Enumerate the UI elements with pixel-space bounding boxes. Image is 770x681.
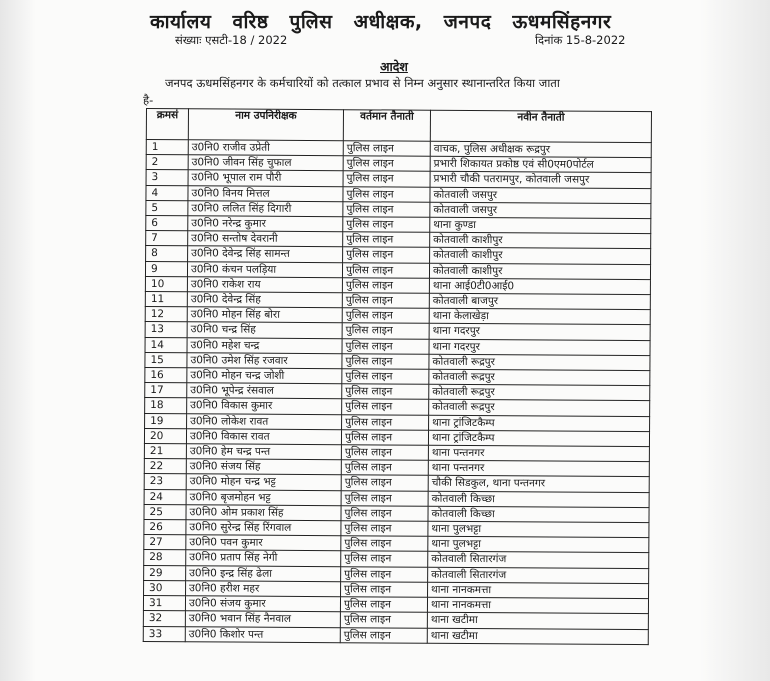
new-posting-cell: कोतवाली रूद्रपुर: [429, 354, 650, 371]
new-posting-cell: कोतवाली रूद्रपुर: [429, 369, 650, 386]
current-posting-cell: पुलिस लाइन: [343, 156, 430, 172]
serial-cell: 2: [146, 155, 188, 170]
serial-cell: 26: [144, 520, 186, 535]
new-posting-cell: थाना पुलभट्टा: [428, 537, 649, 554]
new-posting-cell: थाना पन्तनगर: [428, 445, 649, 462]
serial-cell: 23: [144, 474, 186, 489]
current-posting-cell: पुलिस लाइन: [341, 521, 428, 537]
new-posting-cell: प्रभारी चौकी पतरामपुर, कोतवाली जसपुर: [430, 172, 651, 189]
name-cell: उ0नि0 विकास कुमार: [187, 398, 342, 414]
current-posting-cell: पुलिस लाइन: [342, 354, 429, 370]
serial-cell: 29: [144, 565, 186, 580]
name-cell: उ0नि0 मोहन चन्द्र जोशी: [187, 368, 342, 384]
current-posting-cell: पुलिस लाइन: [342, 338, 429, 354]
current-posting-cell: पुलिस लाइन: [341, 445, 428, 461]
serial-cell: 1: [146, 140, 188, 155]
name-cell: उ0नि0 हेम चन्द्र पन्त: [186, 444, 341, 460]
current-posting-cell: पुलिस लाइन: [341, 566, 428, 582]
name-cell: उ0नि0 इन्द्र सिंह ढेला: [186, 565, 341, 581]
current-posting-cell: पुलिस लाइन: [341, 475, 428, 491]
name-cell: उ0नि0 हरीश महर: [186, 581, 341, 597]
serial-cell: 10: [145, 276, 187, 291]
column-header-new-posting: नवीन तैनाती: [430, 110, 651, 142]
column-header-name: नाम उपनिरीक्षक: [188, 109, 343, 141]
transfer-table: [143, 108, 652, 645]
name-cell: उ0नि0 भूपेन्द्र रंसवाल: [187, 383, 342, 399]
serial-cell: 6: [146, 216, 188, 231]
name-cell: उ0नि0 किशोर पन्त: [185, 626, 340, 642]
serial-cell: 22: [144, 459, 186, 474]
serial-cell: 25: [144, 504, 186, 519]
name-cell: उ0नि0 नरेन्द्र कुमार: [188, 216, 343, 232]
order-number: संख्याः एसटी-18 / 2022: [175, 33, 288, 47]
name-cell: उ0नि0 ललित सिंह दिगारी: [188, 201, 343, 217]
current-posting-cell: पुलिस लाइन: [340, 597, 427, 613]
serial-cell: 32: [143, 611, 185, 626]
current-posting-cell: पुलिस लाइन: [341, 551, 428, 567]
intro-text-line2: है-: [143, 93, 154, 107]
current-posting-cell: पुलिस लाइन: [342, 293, 429, 309]
current-posting-cell: पुलिस लाइन: [341, 536, 428, 552]
current-posting-cell: पुलिस लाइन: [343, 141, 430, 157]
table-row: [143, 626, 648, 644]
new-posting-cell: कोतवाली काशीपुर: [429, 263, 650, 280]
name-cell: उ0नि0 भवान सिंह नैनवाल: [185, 611, 340, 627]
serial-cell: 16: [145, 368, 187, 383]
new-posting-cell: थाना नानकमत्ता: [428, 582, 649, 599]
name-cell: उ0नि0 महेश चन्द्र: [187, 337, 342, 353]
current-posting-cell: पुलिस लाइन: [343, 186, 430, 202]
current-posting-cell: पुलिस लाइन: [341, 506, 428, 522]
serial-cell: 12: [145, 307, 187, 322]
serial-cell: 15: [145, 352, 187, 367]
transfer-table-body: [143, 140, 651, 645]
serial-cell: 14: [145, 337, 187, 352]
current-posting-cell: पुलिस लाइन: [340, 627, 427, 643]
office-title: कार्यालय वरिष्ठ पुलिस अधीक्षक, जनपद ऊधमसिंहनगर: [150, 11, 612, 33]
new-posting-cell: कोतवाली बाजपुर: [429, 293, 650, 310]
serial-cell: 13: [145, 322, 187, 337]
current-posting-cell: पुलिस लाइन: [343, 232, 430, 248]
current-posting-cell: पुलिस लाइन: [342, 414, 429, 430]
serial-cell: 8: [146, 246, 188, 261]
new-posting-cell: थाना आई0टी0आई0: [429, 278, 650, 295]
new-posting-cell: कोतवाली रूद्रपुर: [429, 384, 650, 401]
current-posting-cell: पुलिस लाइन: [343, 247, 430, 263]
serial-cell: 17: [145, 383, 187, 398]
column-header-serial: क्रमसं: [146, 109, 188, 140]
name-cell: उ0नि0 विनय मित्तल: [188, 185, 343, 201]
new-posting-cell: वाचक, पुलिस अधीक्षक रूद्रपुर: [430, 141, 651, 158]
new-posting-cell: थाना खटीमा: [427, 628, 648, 645]
name-cell: उ0नि0 मोहन चन्द्र भट्ट: [186, 474, 341, 490]
name-cell: उ0नि0 बृजमोहन भट्ट: [186, 489, 341, 505]
order-date: दिनांक 15-8-2022: [535, 33, 626, 47]
serial-cell: 19: [145, 413, 187, 428]
name-cell: उ0नि0 भूपाल राम पौरी: [188, 170, 343, 186]
new-posting-cell: कोतवाली काशीपुर: [430, 248, 651, 265]
current-posting-cell: पुलिस लाइन: [342, 384, 429, 400]
page-shadow-right: [700, 0, 770, 681]
serial-cell: 11: [145, 292, 187, 307]
name-cell: उ0नि0 उमेश सिंह रजवार: [187, 353, 342, 369]
serial-cell: 18: [145, 398, 187, 413]
new-posting-cell: थाना पुलभट्टा: [428, 521, 649, 538]
current-posting-cell: पुलिस लाइन: [341, 490, 428, 506]
current-posting-cell: पुलिस लाइन: [342, 308, 429, 324]
current-posting-cell: पुलिस लाइन: [341, 460, 428, 476]
new-posting-cell: कोतवाली किच्छा: [428, 491, 649, 508]
new-posting-cell: कोतवाली रूद्रपुर: [429, 400, 650, 417]
name-cell: उ0नि0 जीवन सिंह चुफाल: [188, 155, 343, 171]
serial-cell: 7: [146, 231, 188, 246]
serial-cell: 27: [144, 535, 186, 550]
name-cell: उ0नि0 राकेश राय: [187, 277, 342, 293]
name-cell: उ0नि0 लोकेश रावत: [187, 413, 342, 429]
new-posting-cell: प्रभारी शिकायत प्रकोष्ठ एवं सी0एम0पोर्टल: [430, 156, 651, 173]
serial-cell: 5: [146, 200, 188, 215]
new-posting-cell: थाना कुण्डा: [430, 217, 651, 234]
current-posting-cell: पुलिस लाइन: [342, 323, 429, 339]
serial-cell: 3: [146, 170, 188, 185]
current-posting-cell: पुलिस लाइन: [342, 262, 429, 278]
name-cell: उ0नि0 संजय कुमार: [185, 596, 340, 612]
current-posting-cell: पुलिस लाइन: [341, 430, 428, 446]
new-posting-cell: चौकी सिडकुल, थाना पन्तनगर: [428, 476, 649, 493]
current-posting-cell: पुलिस लाइन: [342, 278, 429, 294]
current-posting-cell: पुलिस लाइन: [343, 171, 430, 187]
serial-cell: 28: [144, 550, 186, 565]
current-posting-cell: पुलिस लाइन: [343, 202, 430, 218]
serial-cell: 31: [143, 596, 185, 611]
serial-cell: 9: [145, 261, 187, 276]
order-heading: आदेश: [380, 59, 408, 74]
name-cell: उ0नि0 चन्द्र सिंह: [187, 322, 342, 338]
serial-cell: 30: [144, 580, 186, 595]
intro-text-line1: जनपद ऊधमसिंहनगर के कर्मचारियों को तत्काल प्रभाव से निम्न अनुसार स्थानान्तरित किया जाता: [165, 76, 560, 90]
column-header-current-posting: वर्तमान तैनाती: [343, 110, 430, 142]
current-posting-cell: पुलिस लाइन: [342, 399, 429, 415]
new-posting-cell: थाना गदरपुर: [429, 324, 650, 341]
serial-cell: 21: [144, 444, 186, 459]
serial-cell: 4: [146, 185, 188, 200]
new-posting-cell: थाना केलाखेड़ा: [429, 308, 650, 325]
current-posting-cell: पुलिस लाइन: [343, 217, 430, 233]
current-posting-cell: पुलिस लाइन: [341, 582, 428, 598]
new-posting-cell: थाना गदरपुर: [429, 339, 650, 356]
new-posting-cell: थाना ट्रांजिटकैम्प: [429, 415, 650, 432]
new-posting-cell: थाना पन्तनगर: [428, 460, 649, 477]
new-posting-cell: थाना नानकमत्ता: [427, 597, 648, 614]
new-posting-cell: कोतवाली सितारगंज: [428, 552, 649, 569]
new-posting-cell: कोतवाली किच्छा: [428, 506, 649, 523]
name-cell: उ0नि0 ओम प्रकाश सिंह: [186, 505, 341, 521]
name-cell: उ0नि0 राजीव उप्रेती: [188, 140, 343, 156]
name-cell: उ0नि0 संजय सिंह: [186, 459, 341, 475]
new-posting-cell: कोतवाली जसपुर: [430, 202, 651, 219]
name-cell: उ0नि0 कंचन पलड़िया: [187, 261, 342, 277]
new-posting-cell: कोतवाली काशीपुर: [430, 232, 651, 249]
serial-cell: 20: [144, 428, 186, 443]
serial-cell: 24: [144, 489, 186, 504]
current-posting-cell: पुलिस लाइन: [340, 612, 427, 628]
name-cell: उ0नि0 देवेन्द्र सिंह: [187, 292, 342, 308]
serial-cell: 33: [143, 626, 185, 641]
name-cell: उ0नि0 सन्तोष देवरानी: [188, 231, 343, 247]
name-cell: उ0नि0 पवन कुमार: [186, 535, 341, 551]
name-cell: उ0नि0 मोहन सिंह बोरा: [187, 307, 342, 323]
page-shadow-left: [0, 0, 36, 681]
new-posting-cell: थाना ट्रांजिटकैम्प: [428, 430, 649, 447]
new-posting-cell: थाना खटीमा: [427, 613, 648, 630]
name-cell: उ0नि0 देवेन्द्र सिंह सामन्त: [188, 246, 343, 262]
current-posting-cell: पुलिस लाइन: [342, 369, 429, 385]
name-cell: उ0नि0 विकास रावत: [186, 429, 341, 445]
name-cell: उ0नि0 प्रताप सिंह नेगी: [186, 550, 341, 566]
name-cell: उ0नि0 सुरेन्द्र सिंह रिंगवाल: [186, 520, 341, 536]
new-posting-cell: कोतवाली जसपुर: [430, 187, 651, 204]
new-posting-cell: कोतवाली सितारगंज: [428, 567, 649, 584]
table-header-row: [146, 109, 651, 143]
